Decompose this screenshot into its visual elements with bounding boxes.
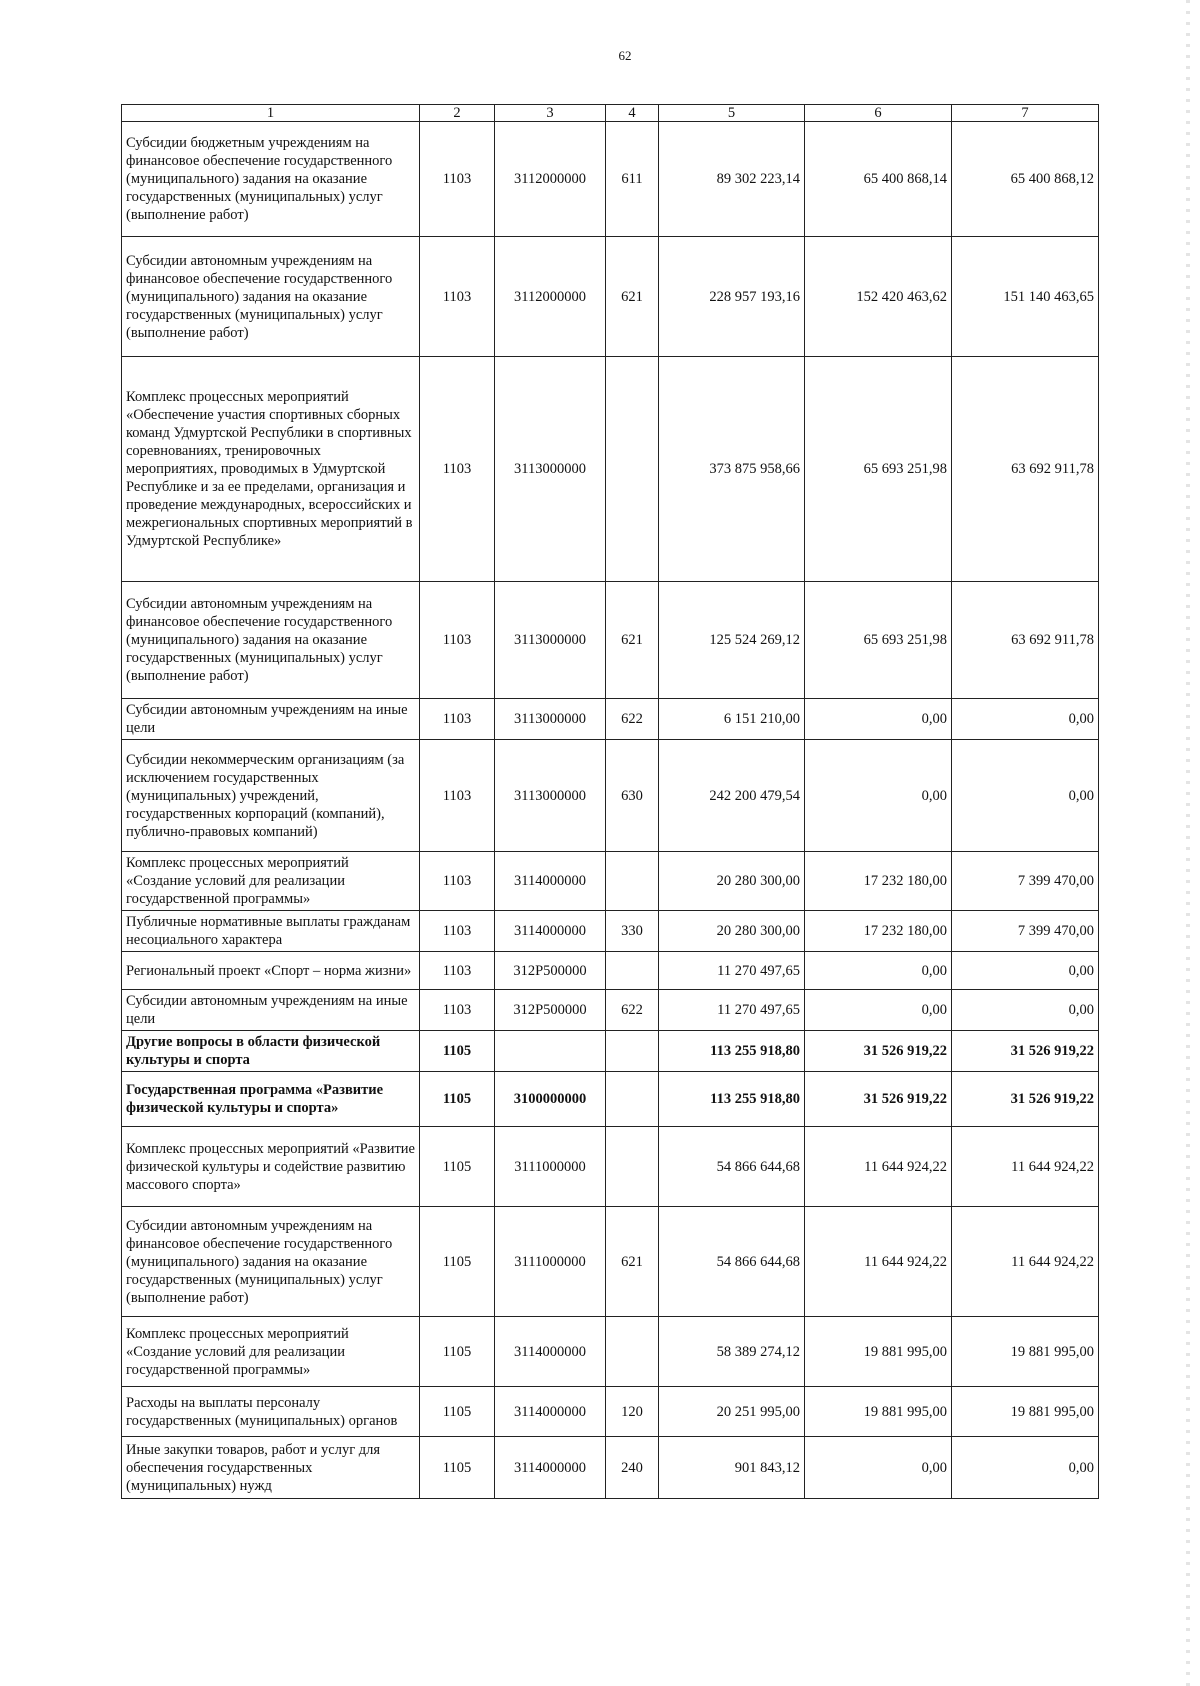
amount-col-5: 11 270 497,65 bbox=[659, 952, 805, 990]
amount-col-5: 228 957 193,16 bbox=[659, 237, 805, 357]
row-description: Комплекс процессных мероприятий «Создание условий для реализации государственной программы» bbox=[122, 852, 420, 911]
amount-col-6: 19 881 995,00 bbox=[805, 1387, 952, 1437]
row-description: Расходы на выплаты персоналу государственных (муниципальных) органов bbox=[122, 1387, 420, 1437]
amount-col-5: 20 251 995,00 bbox=[659, 1387, 805, 1437]
section-code: 1105 bbox=[420, 1127, 495, 1207]
expense-type-code: 622 bbox=[606, 699, 659, 740]
target-article-code bbox=[495, 1031, 606, 1072]
table-row bbox=[122, 911, 1099, 952]
header-cell: 7 bbox=[952, 105, 1099, 122]
amount-col-5: 20 280 300,00 bbox=[659, 852, 805, 911]
target-article-code: 312P500000 bbox=[495, 952, 606, 990]
amount-col-7: 151 140 463,65 bbox=[952, 237, 1099, 357]
table-row bbox=[122, 952, 1099, 990]
row-description: Государственная программа «Развитие физической культуры и спорта» bbox=[122, 1072, 420, 1127]
row-description: Иные закупки товаров, работ и услуг для обеспечения государственных (муниципальных) нужд bbox=[122, 1437, 420, 1499]
target-article-code: 3111000000 bbox=[495, 1207, 606, 1317]
amount-col-6: 17 232 180,00 bbox=[805, 911, 952, 952]
row-description: Комплекс процессных мероприятий «Развитие физической культуры и содействие развитию массового спорта» bbox=[122, 1127, 420, 1207]
table-row bbox=[122, 582, 1099, 699]
amount-col-5: 242 200 479,54 bbox=[659, 740, 805, 852]
table-row bbox=[122, 1127, 1099, 1207]
amount-col-7: 31 526 919,22 bbox=[952, 1031, 1099, 1072]
amount-col-5: 901 843,12 bbox=[659, 1437, 805, 1499]
table-row bbox=[122, 1031, 1099, 1072]
amount-col-7: 0,00 bbox=[952, 699, 1099, 740]
row-description: Публичные нормативные выплаты гражданам несоциального характера bbox=[122, 911, 420, 952]
section-code: 1105 bbox=[420, 1072, 495, 1127]
header-row bbox=[122, 105, 1099, 122]
section-code: 1103 bbox=[420, 237, 495, 357]
header-cell: 2 bbox=[420, 105, 495, 122]
amount-col-6: 17 232 180,00 bbox=[805, 852, 952, 911]
table-row bbox=[122, 740, 1099, 852]
section-code: 1103 bbox=[420, 122, 495, 237]
table-row bbox=[122, 357, 1099, 582]
amount-col-7: 0,00 bbox=[952, 952, 1099, 990]
header-cell: 1 bbox=[122, 105, 420, 122]
section-code: 1103 bbox=[420, 990, 495, 1031]
amount-col-6: 65 693 251,98 bbox=[805, 357, 952, 582]
row-description: Субсидии автономным учреждениям на финансовое обеспечение государственного (муниципального) задания на оказание государственных (муниципальных) услуг (выполнение работ) bbox=[122, 1207, 420, 1317]
row-description: Другие вопросы в области физической культуры и спорта bbox=[122, 1031, 420, 1072]
header-cell: 5 bbox=[659, 105, 805, 122]
amount-col-7: 7 399 470,00 bbox=[952, 852, 1099, 911]
table-row bbox=[122, 1387, 1099, 1437]
amount-col-7: 19 881 995,00 bbox=[952, 1317, 1099, 1387]
expense-type-code: 630 bbox=[606, 740, 659, 852]
amount-col-5: 6 151 210,00 bbox=[659, 699, 805, 740]
amount-col-6: 11 644 924,22 bbox=[805, 1207, 952, 1317]
amount-col-5: 11 270 497,65 bbox=[659, 990, 805, 1031]
target-article-code: 3114000000 bbox=[495, 911, 606, 952]
amount-col-7: 0,00 bbox=[952, 740, 1099, 852]
section-code: 1103 bbox=[420, 740, 495, 852]
amount-col-7: 63 692 911,78 bbox=[952, 357, 1099, 582]
expense-type-code: 330 bbox=[606, 911, 659, 952]
target-article-code: 3112000000 bbox=[495, 122, 606, 237]
section-code: 1105 bbox=[420, 1437, 495, 1499]
row-description: Субсидии автономным учреждениям на финансовое обеспечение государственного (муниципального) задания на оказание государственных (муниципальных) услуг (выполнение работ) bbox=[122, 582, 420, 699]
target-article-code: 3114000000 bbox=[495, 1437, 606, 1499]
scan-edge-marks bbox=[1186, 0, 1190, 1686]
amount-col-5: 113 255 918,80 bbox=[659, 1031, 805, 1072]
expense-type-code: 621 bbox=[606, 237, 659, 357]
amount-col-5: 373 875 958,66 bbox=[659, 357, 805, 582]
expense-type-code: 621 bbox=[606, 582, 659, 699]
expense-type-code: 622 bbox=[606, 990, 659, 1031]
section-code: 1105 bbox=[420, 1387, 495, 1437]
expense-type-code bbox=[606, 1317, 659, 1387]
target-article-code: 3113000000 bbox=[495, 699, 606, 740]
amount-col-6: 0,00 bbox=[805, 699, 952, 740]
amount-col-6: 11 644 924,22 bbox=[805, 1127, 952, 1207]
amount-col-6: 0,00 bbox=[805, 952, 952, 990]
table-row bbox=[122, 1207, 1099, 1317]
section-code: 1103 bbox=[420, 357, 495, 582]
section-code: 1105 bbox=[420, 1317, 495, 1387]
row-description: Субсидии автономным учреждениям на иные цели bbox=[122, 990, 420, 1031]
expense-type-code bbox=[606, 852, 659, 911]
row-description: Субсидии автономным учреждениям на финансовое обеспечение государственного (муниципального) задания на оказание государственных (муниципальных) услуг (выполнение работ) bbox=[122, 237, 420, 357]
table-row bbox=[122, 699, 1099, 740]
amount-col-7: 0,00 bbox=[952, 990, 1099, 1031]
amount-col-5: 54 866 644,68 bbox=[659, 1207, 805, 1317]
page-number: 62 bbox=[618, 48, 632, 63]
target-article-code: 3112000000 bbox=[495, 237, 606, 357]
amount-col-7: 7 399 470,00 bbox=[952, 911, 1099, 952]
header-cell: 6 bbox=[805, 105, 952, 122]
header-cell: 3 bbox=[495, 105, 606, 122]
section-code: 1105 bbox=[420, 1031, 495, 1072]
target-article-code: 3114000000 bbox=[495, 1317, 606, 1387]
expense-type-code bbox=[606, 1072, 659, 1127]
section-code: 1103 bbox=[420, 911, 495, 952]
amount-col-6: 65 400 868,14 bbox=[805, 122, 952, 237]
amount-col-6: 0,00 bbox=[805, 1437, 952, 1499]
amount-col-6: 0,00 bbox=[805, 740, 952, 852]
target-article-code: 3114000000 bbox=[495, 852, 606, 911]
amount-col-7: 19 881 995,00 bbox=[952, 1387, 1099, 1437]
section-code: 1103 bbox=[420, 952, 495, 990]
amount-col-6: 65 693 251,98 bbox=[805, 582, 952, 699]
table-row bbox=[122, 237, 1099, 357]
target-article-code: 3111000000 bbox=[495, 1127, 606, 1207]
amount-col-7: 63 692 911,78 bbox=[952, 582, 1099, 699]
table-row bbox=[122, 1437, 1099, 1499]
amount-col-7: 11 644 924,22 bbox=[952, 1127, 1099, 1207]
table-row bbox=[122, 1317, 1099, 1387]
table-row bbox=[122, 122, 1099, 237]
amount-col-5: 125 524 269,12 bbox=[659, 582, 805, 699]
table-row bbox=[122, 852, 1099, 911]
target-article-code: 3113000000 bbox=[495, 357, 606, 582]
amount-col-5: 89 302 223,14 bbox=[659, 122, 805, 237]
section-code: 1103 bbox=[420, 582, 495, 699]
target-article-code: 3100000000 bbox=[495, 1072, 606, 1127]
amount-col-5: 113 255 918,80 bbox=[659, 1072, 805, 1127]
expense-type-code: 611 bbox=[606, 122, 659, 237]
target-article-code: 3114000000 bbox=[495, 1387, 606, 1437]
amount-col-6: 31 526 919,22 bbox=[805, 1072, 952, 1127]
row-description: Комплекс процессных мероприятий «Обеспечение участия спортивных сборных команд Удмуртской Республики в спортивных соревнованиях, тренировочных мероприятиях, проводимых в Удмуртской Республике и за ее пределами, организация и проведение международных, всероссийских и межрегиональных спортивных мероприятий в Удмуртской Республике» bbox=[122, 357, 420, 582]
amount-col-7: 31 526 919,22 bbox=[952, 1072, 1099, 1127]
target-article-code: 312P500000 bbox=[495, 990, 606, 1031]
section-code: 1105 bbox=[420, 1207, 495, 1317]
header-cell: 4 bbox=[606, 105, 659, 122]
table-row bbox=[122, 990, 1099, 1031]
table-row bbox=[122, 1072, 1099, 1127]
row-description: Субсидии автономным учреждениям на иные цели bbox=[122, 699, 420, 740]
expense-type-code bbox=[606, 1127, 659, 1207]
expense-type-code: 120 bbox=[606, 1387, 659, 1437]
amount-col-7: 65 400 868,12 bbox=[952, 122, 1099, 237]
amount-col-5: 58 389 274,12 bbox=[659, 1317, 805, 1387]
expense-type-code bbox=[606, 1031, 659, 1072]
amount-col-6: 31 526 919,22 bbox=[805, 1031, 952, 1072]
amount-col-7: 0,00 bbox=[952, 1437, 1099, 1499]
amount-col-5: 20 280 300,00 bbox=[659, 911, 805, 952]
expense-type-code bbox=[606, 952, 659, 990]
amount-col-7: 11 644 924,22 bbox=[952, 1207, 1099, 1317]
section-code: 1103 bbox=[420, 699, 495, 740]
amount-col-5: 54 866 644,68 bbox=[659, 1127, 805, 1207]
target-article-code: 3113000000 bbox=[495, 740, 606, 852]
section-code: 1103 bbox=[420, 852, 495, 911]
row-description: Субсидии бюджетным учреждениям на финансовое обеспечение государственного (муниципального) задания на оказание государственных (муниципальных) услуг (выполнение работ) bbox=[122, 122, 420, 237]
expense-type-code bbox=[606, 357, 659, 582]
amount-col-6: 152 420 463,62 bbox=[805, 237, 952, 357]
expense-type-code: 621 bbox=[606, 1207, 659, 1317]
row-description: Комплекс процессных мероприятий «Создание условий для реализации государственной программы» bbox=[122, 1317, 420, 1387]
budget-table bbox=[121, 104, 1099, 1499]
expense-type-code: 240 bbox=[606, 1437, 659, 1499]
row-description: Субсидии некоммерческим организациям (за исключением государственных (муниципальных) учреждений, государственных корпораций (компаний), публично-правовых компаний) bbox=[122, 740, 420, 852]
row-description: Региональный проект «Спорт – норма жизни» bbox=[122, 952, 420, 990]
amount-col-6: 19 881 995,00 bbox=[805, 1317, 952, 1387]
amount-col-6: 0,00 bbox=[805, 990, 952, 1031]
target-article-code: 3113000000 bbox=[495, 582, 606, 699]
